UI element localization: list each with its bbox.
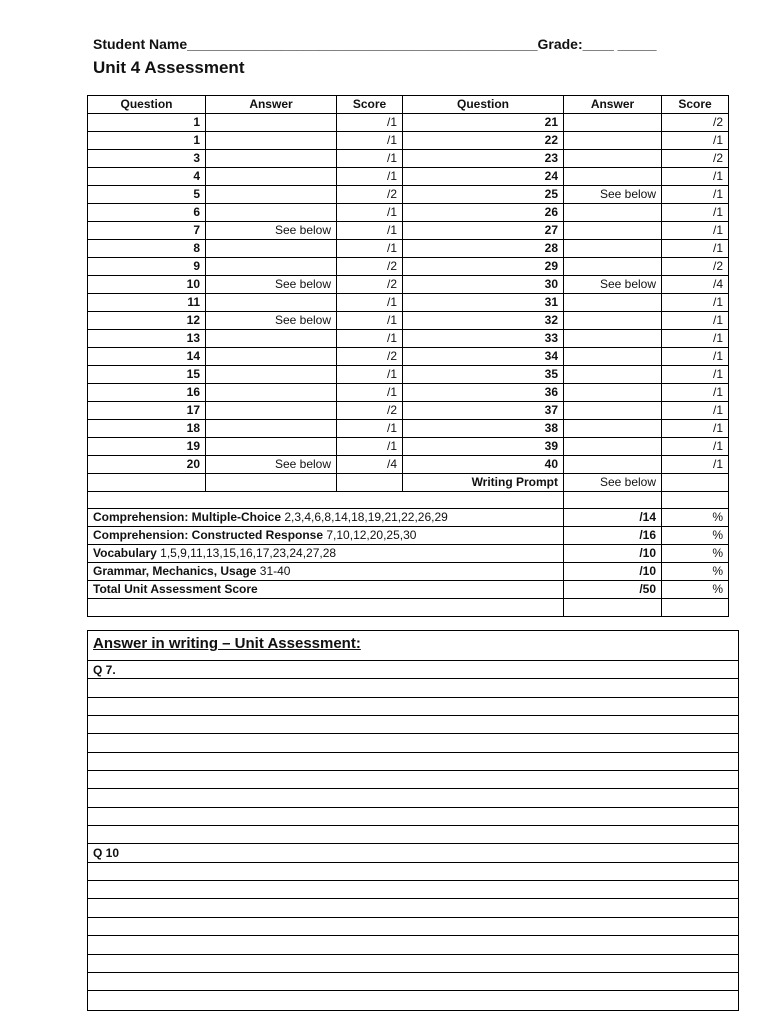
answer-cell [206,258,337,276]
table-row [88,438,729,456]
table-row [88,384,729,402]
table-row [88,186,729,204]
assessment-table [87,95,729,617]
question-number: 21 [403,114,564,132]
writing-line[interactable] [88,808,738,826]
question-number: 23 [403,150,564,168]
summary-label [88,545,564,563]
table-row [88,474,729,492]
answer-cell: See below [206,312,337,330]
table-row [88,258,729,276]
writing-line[interactable] [88,826,738,844]
question-number: 13 [88,330,206,348]
table-row [88,150,729,168]
score-cell: /1 [337,438,403,456]
question-number: 3 [88,150,206,168]
table-row [88,204,729,222]
score-cell: /1 [662,438,729,456]
score-cell: /1 [337,240,403,258]
answer-cell [206,474,337,492]
summary-total: /10 [564,563,662,581]
writing-line[interactable] [88,991,738,1009]
summary-question-range: 1,5,9,11,13,15,16,17,23,24,27,28 [160,546,337,561]
score-cell: /1 [337,132,403,150]
answer-cell [206,114,337,132]
table-row [88,312,729,330]
question-number: 32 [403,312,564,330]
score-cell: /1 [337,294,403,312]
score-cell: /4 [337,456,403,474]
summary-label [88,527,564,545]
table-row [88,168,729,186]
summary-question-range: 7,10,12,20,25,30 [326,528,417,543]
answer-cell [206,438,337,456]
question-number: 38 [403,420,564,438]
summary-total: /16 [564,527,662,545]
question-number: 7 [88,222,206,240]
question-number: 4 [88,168,206,186]
writing-line[interactable] [88,734,738,752]
summary-label [88,581,564,599]
question-number: 9 [88,258,206,276]
score-cell: /1 [337,384,403,402]
question-number: 20 [88,456,206,474]
writing-line[interactable] [88,936,738,954]
answer-cell [206,384,337,402]
score-cell: /1 [337,222,403,240]
score-cell: /1 [662,420,729,438]
table-row [88,276,729,294]
answer-cell: See below [206,456,337,474]
answer-cell [564,132,662,150]
answer-cell [206,204,337,222]
question-number: 34 [403,348,564,366]
question-number: 1 [88,114,206,132]
question-number: 30 [403,276,564,294]
answer-cell [564,150,662,168]
answer-cell [564,402,662,420]
spacer-row [88,492,729,509]
summary-category: Grammar, Mechanics, Usage [93,564,257,579]
score-cell: /2 [337,402,403,420]
score-cell: /1 [662,330,729,348]
summary-row [88,509,729,527]
writing-line[interactable] [88,918,738,936]
summary-percent: % [662,509,729,527]
question-number: 16 [88,384,206,402]
question-number: 6 [88,204,206,222]
summary-row [88,545,729,563]
score-cell: /4 [662,276,729,294]
question-number: 27 [403,222,564,240]
score-cell: /1 [662,402,729,420]
question-number: 24 [403,168,564,186]
summary-question-range: 31-40 [259,564,291,579]
score-cell: /1 [662,312,729,330]
answer-cell [564,438,662,456]
table-row [88,294,729,312]
question-number: 29 [403,258,564,276]
answer-cell [564,222,662,240]
q7-label: Q 7. [88,661,738,679]
score-cell: /1 [662,186,729,204]
score-cell: /1 [337,150,403,168]
writing-line[interactable] [88,679,738,697]
summary-label [88,509,564,527]
column-header: Score [337,96,403,114]
answer-cell [206,294,337,312]
table-row [88,222,729,240]
q10-label: Q 10 [88,844,738,862]
question-number: 26 [403,204,564,222]
question-number: 28 [403,240,564,258]
question-number: 15 [88,366,206,384]
question-number: 35 [403,366,564,384]
question-number: 25 [403,186,564,204]
summary-category: Comprehension: Constructed Response [93,528,324,543]
column-header: Answer [206,96,337,114]
score-cell [662,474,729,492]
answer-cell [564,312,662,330]
question-number: 37 [403,402,564,420]
student-name-grade-line: Student Name_____________________________________________Grade:____ _____ [93,36,657,52]
score-cell: /2 [337,186,403,204]
column-header: Answer [564,96,662,114]
writing-line[interactable] [88,789,738,807]
summary-percent: % [662,581,729,599]
score-cell: /2 [662,114,729,132]
table-row [88,240,729,258]
answer-cell [564,258,662,276]
summary-category: Comprehension: Multiple-Choice [93,510,282,525]
score-cell: /2 [662,150,729,168]
score-cell: /1 [662,384,729,402]
question-number: 12 [88,312,206,330]
column-header: Question [403,96,564,114]
score-cell: /1 [662,240,729,258]
question-number: 8 [88,240,206,258]
answer-cell [206,348,337,366]
summary-percent: % [662,545,729,563]
question-number: 22 [403,132,564,150]
question-number: 19 [88,438,206,456]
summary-total: /10 [564,545,662,563]
table-row [88,330,729,348]
answer-cell: See below [564,186,662,204]
writing-heading: Answer in writing – Unit Assessment: [88,631,738,661]
table-row [88,456,729,474]
answer-cell [564,384,662,402]
score-cell: /1 [337,168,403,186]
answer-cell [206,168,337,186]
summary-category: Vocabulary [93,546,157,561]
answer-cell: See below [564,474,662,492]
summary-row [88,563,729,581]
question-number: 36 [403,384,564,402]
score-cell: /1 [337,204,403,222]
score-cell [337,474,403,492]
question-number: 18 [88,420,206,438]
answer-cell [564,168,662,186]
question-number: 31 [403,294,564,312]
score-cell: /1 [662,348,729,366]
table-row [88,420,729,438]
answer-cell [206,402,337,420]
writing-line[interactable] [88,863,738,881]
written-answer-section [87,630,739,1011]
score-cell: /1 [337,420,403,438]
score-cell: /1 [337,330,403,348]
table-row [88,114,729,132]
answer-cell [206,132,337,150]
answer-cell [206,420,337,438]
column-header: Question [88,96,206,114]
answer-cell: See below [564,276,662,294]
answer-cell [206,366,337,384]
table-header-row [88,96,729,114]
score-cell: /1 [662,366,729,384]
answer-cell [206,240,337,258]
writing-line[interactable] [88,771,738,789]
writing-line[interactable] [88,881,738,899]
question-number: 5 [88,186,206,204]
answer-cell [206,186,337,204]
column-header: Score [662,96,729,114]
question-number: 17 [88,402,206,420]
score-cell: /2 [337,258,403,276]
table-row [88,402,729,420]
answer-cell [564,456,662,474]
answer-cell [206,330,337,348]
answer-cell [564,348,662,366]
score-cell: /2 [337,276,403,294]
score-cell: /1 [662,456,729,474]
question-number: 11 [88,294,206,312]
writing-line[interactable] [88,753,738,771]
summary-label [88,563,564,581]
answer-cell [564,294,662,312]
summary-question-range: 2,3,4,6,8,14,18,19,21,22,26,29 [284,510,448,525]
answer-cell [564,366,662,384]
answer-cell [564,204,662,222]
spacer-row [88,599,729,616]
answer-cell [564,420,662,438]
question-number: 1 [88,132,206,150]
writing-line[interactable] [88,955,738,973]
answer-cell: See below [206,276,337,294]
writing-line[interactable] [88,973,738,991]
answer-cell [564,114,662,132]
summary-row [88,527,729,545]
page-title: Unit 4 Assessment [93,58,245,77]
table-row [88,132,729,150]
table-row [88,348,729,366]
summary-percent: % [662,527,729,545]
score-cell: /2 [337,348,403,366]
summary-percent: % [662,563,729,581]
table-row [88,366,729,384]
score-cell: /1 [662,132,729,150]
question-number [88,474,206,492]
question-number: 10 [88,276,206,294]
score-cell: /1 [337,312,403,330]
score-cell: /1 [662,294,729,312]
score-cell: /1 [662,168,729,186]
summary-total: /14 [564,509,662,527]
question-number: 14 [88,348,206,366]
question-number: 40 [403,456,564,474]
score-cell: /1 [662,222,729,240]
writing-line[interactable] [88,899,738,917]
summary-total: /50 [564,581,662,599]
question-number: Writing Prompt [403,474,564,492]
question-number: 33 [403,330,564,348]
writing-line[interactable] [88,698,738,716]
summary-row [88,581,729,599]
score-cell: /1 [337,366,403,384]
score-cell: /2 [662,258,729,276]
question-number: 39 [403,438,564,456]
score-cell: /1 [337,114,403,132]
summary-category: Total Unit Assessment Score [93,582,258,597]
answer-cell [564,330,662,348]
answer-cell: See below [206,222,337,240]
answer-cell [206,150,337,168]
answer-cell [564,240,662,258]
score-cell: /1 [662,204,729,222]
writing-line[interactable] [88,716,738,734]
